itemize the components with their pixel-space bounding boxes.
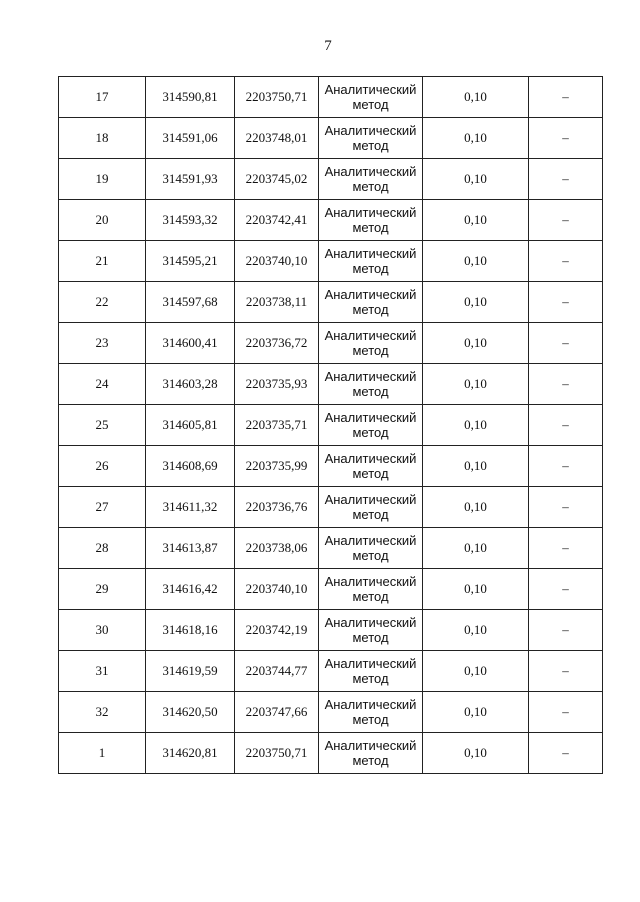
method-line-1: Аналитический <box>324 205 417 220</box>
method-cell <box>319 282 423 323</box>
accuracy-cell: 0,10 <box>423 364 529 405</box>
method-line-1: Аналитический <box>324 615 417 630</box>
accuracy-cell: 0,10 <box>423 118 529 159</box>
point-number-cell: 21 <box>59 241 146 282</box>
point-number-cell: 1 <box>59 733 146 774</box>
point-number-cell: 19 <box>59 159 146 200</box>
table-row <box>59 241 603 282</box>
method-text <box>325 287 417 317</box>
point-number-cell: 26 <box>59 446 146 487</box>
table-row <box>59 364 603 405</box>
method-line-1: Аналитический <box>324 738 417 753</box>
note-cell: – <box>529 323 603 364</box>
x-coordinate-cell: 314613,87 <box>146 528 235 569</box>
point-number-cell: 23 <box>59 323 146 364</box>
y-coordinate-cell: 2203750,71 <box>235 733 319 774</box>
method-text <box>325 369 417 399</box>
method-line-1: Аналитический <box>324 369 417 384</box>
method-line-1: Аналитический <box>324 574 417 589</box>
point-number-cell: 17 <box>59 77 146 118</box>
x-coordinate-cell: 314600,41 <box>146 323 235 364</box>
method-line-2: метод <box>352 589 389 604</box>
accuracy-cell: 0,10 <box>423 487 529 528</box>
point-number-cell: 29 <box>59 569 146 610</box>
note-cell: – <box>529 282 603 323</box>
x-coordinate-cell: 314591,06 <box>146 118 235 159</box>
note-cell: – <box>529 651 603 692</box>
accuracy-cell: 0,10 <box>423 692 529 733</box>
note-cell: – <box>529 405 603 446</box>
table-row <box>59 405 603 446</box>
method-text <box>325 656 417 686</box>
point-number-cell: 27 <box>59 487 146 528</box>
method-cell <box>319 446 423 487</box>
method-line-1: Аналитический <box>324 410 417 425</box>
method-cell <box>319 364 423 405</box>
y-coordinate-cell: 2203738,11 <box>235 282 319 323</box>
note-cell: – <box>529 241 603 282</box>
point-number-cell: 32 <box>59 692 146 733</box>
method-cell <box>319 733 423 774</box>
point-number-cell: 24 <box>59 364 146 405</box>
y-coordinate-cell: 2203748,01 <box>235 118 319 159</box>
method-line-2: метод <box>352 261 389 276</box>
method-cell <box>319 405 423 446</box>
accuracy-cell: 0,10 <box>423 77 529 118</box>
x-coordinate-cell: 314618,16 <box>146 610 235 651</box>
method-text <box>325 451 417 481</box>
x-coordinate-cell: 314616,42 <box>146 569 235 610</box>
method-line-1: Аналитический <box>324 656 417 671</box>
coordinates-table-body <box>59 77 603 774</box>
table-row <box>59 487 603 528</box>
x-coordinate-cell: 314605,81 <box>146 405 235 446</box>
table-row <box>59 77 603 118</box>
x-coordinate-cell: 314608,69 <box>146 446 235 487</box>
y-coordinate-cell: 2203736,72 <box>235 323 319 364</box>
y-coordinate-cell: 2203740,10 <box>235 569 319 610</box>
note-cell: – <box>529 364 603 405</box>
y-coordinate-cell: 2203735,99 <box>235 446 319 487</box>
coordinates-table <box>58 76 603 774</box>
accuracy-cell: 0,10 <box>423 528 529 569</box>
accuracy-cell: 0,10 <box>423 446 529 487</box>
y-coordinate-cell: 2203742,41 <box>235 200 319 241</box>
method-line-1: Аналитический <box>324 82 417 97</box>
method-text <box>325 533 417 563</box>
note-cell: – <box>529 118 603 159</box>
note-cell: – <box>529 77 603 118</box>
accuracy-cell: 0,10 <box>423 282 529 323</box>
page-number: 7 <box>324 38 332 54</box>
table-row <box>59 282 603 323</box>
accuracy-cell: 0,10 <box>423 651 529 692</box>
note-cell: – <box>529 487 603 528</box>
method-line-2: метод <box>352 671 389 686</box>
method-line-2: метод <box>352 343 389 358</box>
method-cell <box>319 118 423 159</box>
method-line-1: Аналитический <box>324 123 417 138</box>
method-line-1: Аналитический <box>324 287 417 302</box>
method-cell <box>319 528 423 569</box>
x-coordinate-cell: 314620,81 <box>146 733 235 774</box>
table-row <box>59 610 603 651</box>
x-coordinate-cell: 314597,68 <box>146 282 235 323</box>
accuracy-cell: 0,10 <box>423 405 529 446</box>
method-text <box>325 492 417 522</box>
method-line-2: метод <box>352 384 389 399</box>
method-text <box>325 738 417 768</box>
method-line-2: метод <box>352 507 389 522</box>
method-text <box>325 246 417 276</box>
accuracy-cell: 0,10 <box>423 569 529 610</box>
x-coordinate-cell: 314593,32 <box>146 200 235 241</box>
table-row <box>59 733 603 774</box>
note-cell: – <box>529 159 603 200</box>
method-line-2: метод <box>352 220 389 235</box>
x-coordinate-cell: 314590,81 <box>146 77 235 118</box>
table-row <box>59 323 603 364</box>
y-coordinate-cell: 2203738,06 <box>235 528 319 569</box>
method-line-1: Аналитический <box>324 533 417 548</box>
table-row <box>59 118 603 159</box>
method-cell <box>319 323 423 364</box>
point-number-cell: 28 <box>59 528 146 569</box>
method-line-2: метод <box>352 97 389 112</box>
accuracy-cell: 0,10 <box>423 241 529 282</box>
note-cell: – <box>529 692 603 733</box>
note-cell: – <box>529 528 603 569</box>
method-text <box>325 615 417 645</box>
accuracy-cell: 0,10 <box>423 733 529 774</box>
x-coordinate-cell: 314595,21 <box>146 241 235 282</box>
table-row <box>59 528 603 569</box>
method-line-2: метод <box>352 630 389 645</box>
accuracy-cell: 0,10 <box>423 323 529 364</box>
method-text <box>325 574 417 604</box>
method-text <box>325 328 417 358</box>
method-line-2: метод <box>352 138 389 153</box>
note-cell: – <box>529 569 603 610</box>
method-text <box>325 164 417 194</box>
method-cell <box>319 610 423 651</box>
accuracy-cell: 0,10 <box>423 200 529 241</box>
method-cell <box>319 159 423 200</box>
y-coordinate-cell: 2203745,02 <box>235 159 319 200</box>
method-cell <box>319 692 423 733</box>
y-coordinate-cell: 2203750,71 <box>235 77 319 118</box>
method-line-2: метод <box>352 302 389 317</box>
method-cell <box>319 200 423 241</box>
method-line-2: метод <box>352 753 389 768</box>
x-coordinate-cell: 314611,32 <box>146 487 235 528</box>
point-number-cell: 31 <box>59 651 146 692</box>
x-coordinate-cell: 314620,50 <box>146 692 235 733</box>
accuracy-cell: 0,10 <box>423 159 529 200</box>
x-coordinate-cell: 314591,93 <box>146 159 235 200</box>
method-line-1: Аналитический <box>324 246 417 261</box>
x-coordinate-cell: 314603,28 <box>146 364 235 405</box>
table-row <box>59 200 603 241</box>
method-text <box>325 410 417 440</box>
method-cell <box>319 569 423 610</box>
point-number-cell: 22 <box>59 282 146 323</box>
point-number-cell: 25 <box>59 405 146 446</box>
x-coordinate-cell: 314619,59 <box>146 651 235 692</box>
y-coordinate-cell: 2203735,71 <box>235 405 319 446</box>
table-row <box>59 651 603 692</box>
y-coordinate-cell: 2203736,76 <box>235 487 319 528</box>
y-coordinate-cell: 2203747,66 <box>235 692 319 733</box>
method-line-2: метод <box>352 425 389 440</box>
note-cell: – <box>529 733 603 774</box>
note-cell: – <box>529 610 603 651</box>
table-row <box>59 569 603 610</box>
method-line-1: Аналитический <box>324 451 417 466</box>
y-coordinate-cell: 2203735,93 <box>235 364 319 405</box>
method-cell <box>319 651 423 692</box>
point-number-cell: 18 <box>59 118 146 159</box>
method-cell <box>319 487 423 528</box>
note-cell: – <box>529 446 603 487</box>
method-text <box>325 123 417 153</box>
accuracy-cell: 0,10 <box>423 610 529 651</box>
method-line-1: Аналитический <box>324 492 417 507</box>
y-coordinate-cell: 2203740,10 <box>235 241 319 282</box>
method-text <box>325 697 417 727</box>
method-cell <box>319 241 423 282</box>
table-row <box>59 692 603 733</box>
note-cell: – <box>529 200 603 241</box>
y-coordinate-cell: 2203742,19 <box>235 610 319 651</box>
method-line-2: метод <box>352 466 389 481</box>
table-row <box>59 159 603 200</box>
method-line-1: Аналитический <box>324 697 417 712</box>
method-line-1: Аналитический <box>324 164 417 179</box>
method-line-2: метод <box>352 179 389 194</box>
method-cell <box>319 77 423 118</box>
point-number-cell: 30 <box>59 610 146 651</box>
point-number-cell: 20 <box>59 200 146 241</box>
y-coordinate-cell: 2203744,77 <box>235 651 319 692</box>
method-text <box>325 205 417 235</box>
method-line-2: метод <box>352 712 389 727</box>
table-row <box>59 446 603 487</box>
method-text <box>325 82 417 112</box>
method-line-1: Аналитический <box>324 328 417 343</box>
method-line-2: метод <box>352 548 389 563</box>
